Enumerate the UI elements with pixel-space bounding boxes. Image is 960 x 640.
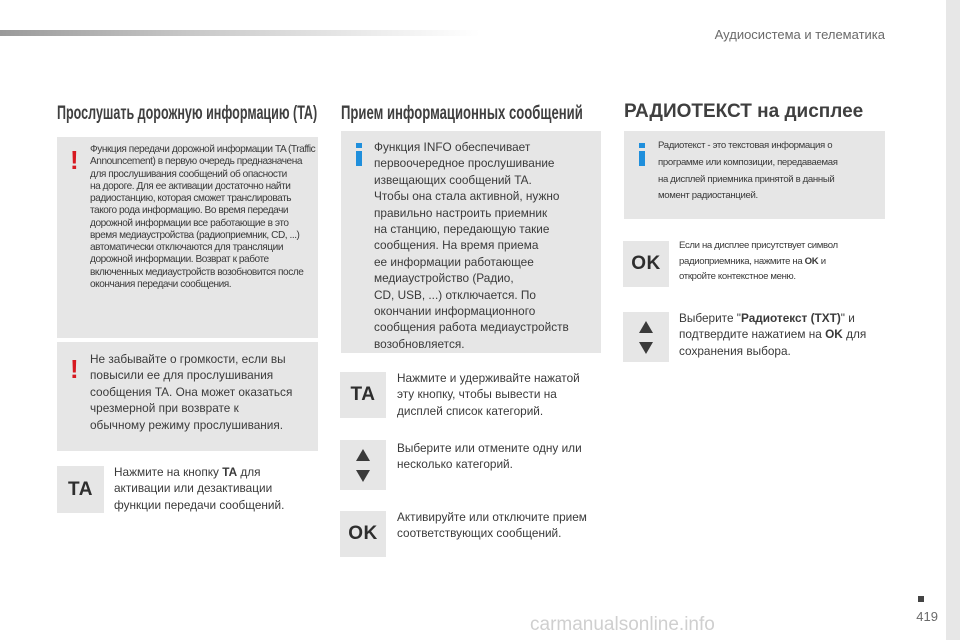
info-text-radiotext: Радиотекст - это текстовая информация о программе или композиции, передаваемая на дисплей приемника принятой в данный момент радиостанцией.: [658, 140, 838, 202]
ok-context-menu-step-text: Если на дисплее присутствует символ радиоприемника, нажмите на OK и откройте контекстное меню.: [679, 240, 838, 283]
ta-button-label: TA: [68, 478, 93, 500]
info-box-radiotext: [624, 131, 885, 219]
up-arrow-icon[interactable]: [639, 321, 653, 333]
page-number: 419: [916, 609, 938, 624]
info-icon: [639, 143, 645, 166]
ta-hold-button-label: TA: [350, 384, 376, 405]
page-edge-strip: [946, 0, 960, 640]
ok-step-text: Активируйте или отключите прием соответствующих сообщений.: [397, 510, 587, 541]
select-categories-step-text: Выберите или отмените одну или несколько категорий.: [397, 441, 582, 472]
ok-button[interactable]: [340, 511, 386, 557]
col1-title: Прослушать дорожную информацию (TA): [57, 103, 318, 124]
down-arrow-icon[interactable]: [356, 470, 370, 482]
ta-button[interactable]: [57, 466, 104, 513]
ok-button-label: OK: [348, 523, 378, 544]
ok-button-radiotext[interactable]: [623, 241, 669, 287]
ok-button-label: OK: [631, 253, 661, 274]
ta-hold-button[interactable]: [340, 372, 386, 418]
up-down-arrows-button[interactable]: [340, 440, 386, 490]
col3-title: РАДИОТЕКСТ на дисплее: [624, 101, 864, 122]
select-radiotext-step-text: Выберите "Радиотекст (TXT)" и подтвердите нажатием на OK для сохранения выбора.: [679, 311, 867, 358]
warning-icon: !: [70, 354, 79, 384]
col2-title: Прием информационных сообщений: [341, 103, 583, 124]
warning-box-volume: [57, 342, 318, 451]
info-icon: [356, 143, 362, 166]
warning-box-ta-info: [57, 137, 318, 338]
up-arrow-icon[interactable]: [356, 449, 370, 461]
header-gradient-bar: [0, 30, 480, 36]
page-marker: [918, 596, 924, 602]
watermark: carmanualsonline.info: [530, 614, 715, 635]
warning-text-volume: Не забывайте о громкости, если вы повысили ее для прослушивания сообщения TA. Она может оказаться чрезмерной при возврате к обычному режиму прослушивания.: [90, 352, 293, 432]
down-arrow-icon[interactable]: [639, 342, 653, 354]
ta-step-text: Нажмите на кнопку TA для активации или дезактивации функции передачи сообщений.: [114, 465, 285, 512]
warning-icon: !: [70, 145, 79, 175]
info-box-info-function: [341, 131, 601, 353]
ta-hold-step-text: Нажмите и удерживайте нажатой эту кнопку, чтобы вывести на дисплей список категорий.: [397, 371, 580, 418]
info-text-info-function: Функция INFO обеспечивает первоочередное прослушивание извещающих сообщений TA. Чтобы она стала активной, нужно правильно настроить приемник на станцию, передающую такие сообщения. На время приема ее информации работающее медиаустройство (Радио, CD, USB, ...) отключается. По окончании информационного сообщения работа медиаустройств возобновляется.: [374, 140, 569, 351]
up-down-arrows-button-radiotext[interactable]: [623, 312, 669, 362]
warning-text-ta-info: Функция передачи дорожной информации TA (Traffic Announcement) в первую очередь предназначена для прослушивания сообщений об опасности на дороге. Для ее активации достаточно найти радиостанцию, которая сможет транслировать такого рода информацию. Во время передачи дорожной информации все работающие в это время медиаустройства (радиоприемник, CD, ...) автоматически отключаются для трансляции дорожной информации. Возврат к работе включенных медиаустройств возобновится после окончания передачи сообщения.: [90, 144, 316, 290]
section-title: Аудиосистема и телематика: [714, 27, 885, 42]
